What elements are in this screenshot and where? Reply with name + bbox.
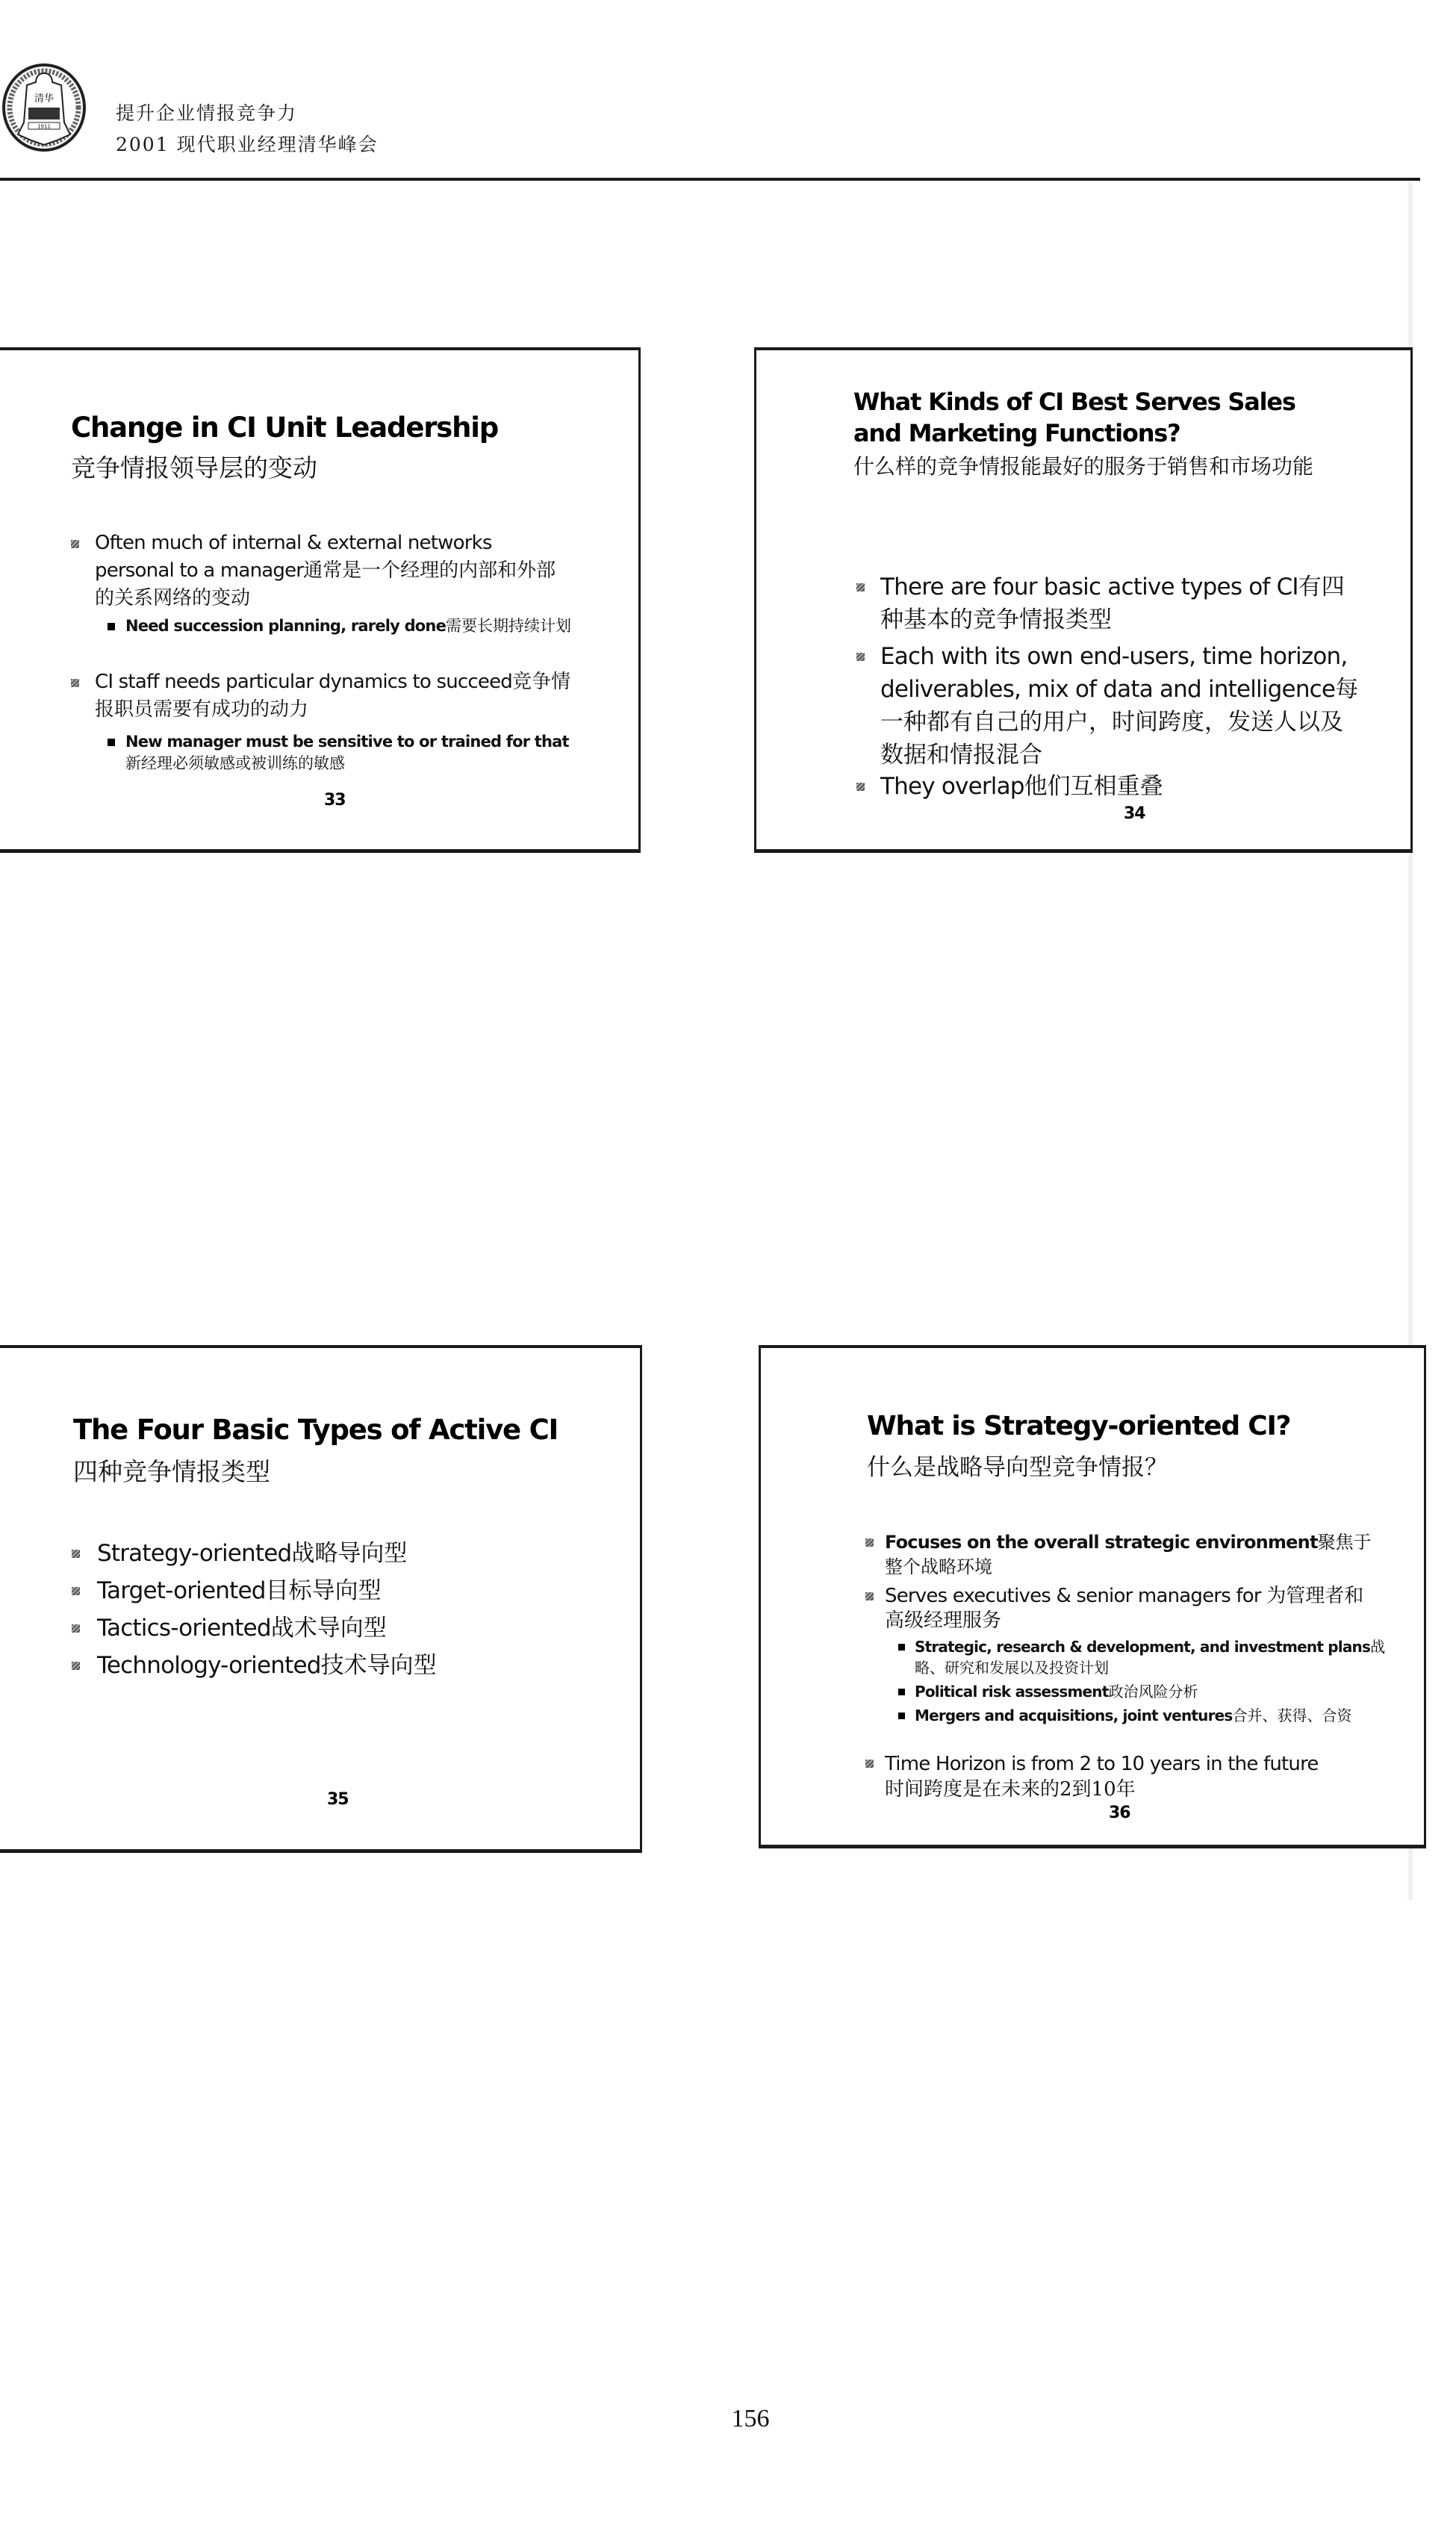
bullet-text-zh: 有四种基本的竞争情报类型 <box>880 574 1345 633</box>
bullet-text-en: Strategy-oriented <box>97 1540 292 1567</box>
bullet-text-zh: 每一种都有自己的用户，时间跨度，发送人以及数据和情报混合 <box>880 676 1359 769</box>
sub-bullet <box>915 1705 1393 1726</box>
bullet <box>95 668 573 724</box>
bullet-text-en: There are four basic active types of CI <box>880 574 1298 600</box>
sub-bullet-marker-icon <box>898 1644 905 1651</box>
bullet-text-en: Tactics-oriented <box>97 1615 271 1642</box>
header-title: 提升企业情报竞争力 <box>116 102 298 124</box>
slide-title-zh: 四种竞争情报类型 <box>73 1457 270 1486</box>
bullet-text-zh: 为管理者和高级经理服务 <box>885 1585 1364 1632</box>
bullet-marker-icon <box>856 783 865 791</box>
bullet-marker-icon <box>72 1587 80 1595</box>
bullet <box>885 1584 1378 1633</box>
bullet-text-zh: 通常是一个经理的内部和外部的关系网络的变动 <box>95 559 556 609</box>
slide-number: 35 <box>327 1790 349 1809</box>
bullet-text-zh: 聚焦于整个战略环境 <box>885 1532 1372 1577</box>
bullet-text-zh: 战略、研究和发展以及投资计划 <box>915 1638 1386 1677</box>
bullet <box>880 571 1366 636</box>
bullet-text-zh: 需要长期持续计划 <box>446 617 572 635</box>
bullet <box>880 770 1366 803</box>
svg-text:清华: 清华 <box>34 93 55 105</box>
bullet <box>95 530 573 612</box>
tsinghua-seal-logo <box>1 63 87 152</box>
bullet-text-zh: 合并、获得、合资 <box>1232 1707 1352 1724</box>
bullet-marker-icon <box>856 583 865 591</box>
slide-number: 33 <box>324 791 346 810</box>
bullet-marker-icon <box>865 1760 874 1768</box>
bullet-text-zh: 竞争情报职员需要有成功的动力 <box>95 671 570 721</box>
sub-bullet <box>125 731 573 774</box>
slide-35 <box>0 1345 642 1853</box>
sub-bullet <box>915 1636 1393 1678</box>
slide-title-zh: 竞争情报领导层的变动 <box>71 453 317 482</box>
bullet-marker-icon <box>72 1662 80 1670</box>
slide-title: What is Strategy-oriented CI? <box>867 1411 1291 1441</box>
bullet-text-en: CI staff needs particular dynamics to succeed <box>95 671 512 693</box>
slide-title: The Four Basic Types of Active CI <box>73 1414 559 1446</box>
bullet-text-zh: 技术导向型 <box>320 1652 437 1679</box>
bullet-text-en: Target-oriented <box>97 1577 266 1604</box>
slide-34 <box>754 347 1413 853</box>
bullet-text-en: They overlap <box>880 773 1024 800</box>
bullet-text-en: Political risk assessment <box>915 1683 1109 1701</box>
bullet-text-en: Time Horizon is from 2 to 10 years in the future <box>885 1753 1319 1775</box>
bullet-text-en: Focuses on the overall strategic environment <box>885 1532 1318 1553</box>
bullet-text-zh: 战术导向型 <box>270 1615 387 1642</box>
sub-bullet-marker-icon <box>108 623 115 630</box>
bullet-marker-icon <box>865 1592 874 1600</box>
bullet-text-en: Each with its own end-users, time horizon, deliverables, mix of data and intelligence <box>880 643 1348 703</box>
bullet <box>880 640 1366 771</box>
slide-title: Change in CI Unit Leadership <box>71 412 499 444</box>
slide-36 <box>759 1345 1426 1848</box>
bullet-text-zh: 他们互相重叠 <box>1024 773 1163 800</box>
bullet-text-en: New manager must be sensitive to or trained for that <box>125 733 569 751</box>
bullet-text-en: Often much of internal & external networks personal to a manager <box>95 532 492 582</box>
slide-number: 34 <box>1124 804 1145 823</box>
bullet-marker-icon <box>865 1538 874 1547</box>
bullet-text-zh: 时间跨度是在未来的2到10年 <box>885 1778 1136 1801</box>
slide-number: 36 <box>1109 1804 1130 1822</box>
slide-title-zh: 什么样的竞争情报能最好的服务于销售和市场功能 <box>853 454 1314 479</box>
slide-33 <box>0 347 641 853</box>
bullet <box>97 1535 605 1572</box>
bullet-text-en: Strategic, research & development, and investment plans <box>915 1638 1371 1656</box>
bullet <box>885 1530 1378 1580</box>
header-subtitle: 2001 现代职业经理清华峰会 <box>116 134 379 155</box>
bullet-text-en: Mergers and acquisitions, joint ventures <box>915 1707 1233 1724</box>
bullet-marker-icon <box>71 679 79 687</box>
bullet-text-en: Serves executives & senior managers for <box>885 1585 1267 1607</box>
bullet-marker-icon <box>72 1550 80 1558</box>
bullet <box>97 1609 605 1647</box>
bullet-text-zh: 政治风险分析 <box>1108 1683 1198 1701</box>
bullet-text-zh: 目标导向型 <box>265 1577 382 1604</box>
bullet-text-en: Need succession planning, rarely done <box>125 617 447 635</box>
slide-title: What Kinds of CI Best Serves Sales and Marketing Functions? <box>853 388 1295 447</box>
page-number: 156 <box>731 2405 770 2432</box>
sub-bullet-marker-icon <box>898 1713 905 1719</box>
slide-title-zh: 什么是战略导向型竞争情报？ <box>867 1454 1168 1481</box>
sub-bullet-marker-icon <box>108 739 115 746</box>
bullet-marker-icon <box>856 653 865 661</box>
bullet <box>885 1751 1400 1802</box>
bullet <box>97 1572 605 1609</box>
bullet-marker-icon <box>71 540 79 548</box>
bullet <box>97 1647 605 1684</box>
header-divider <box>0 178 1420 181</box>
bullet-text-zh: 战略导向型 <box>291 1540 408 1567</box>
sub-bullet <box>915 1681 1393 1702</box>
bullet-text-zh: 新经理必须敏感或被训练的敏感 <box>125 754 345 772</box>
sub-bullet-marker-icon <box>898 1689 905 1695</box>
bullet-text-en: Technology-oriented <box>97 1652 321 1679</box>
svg-text:1911: 1911 <box>37 123 51 130</box>
bullet-marker-icon <box>72 1624 80 1633</box>
sub-bullet <box>125 615 573 637</box>
